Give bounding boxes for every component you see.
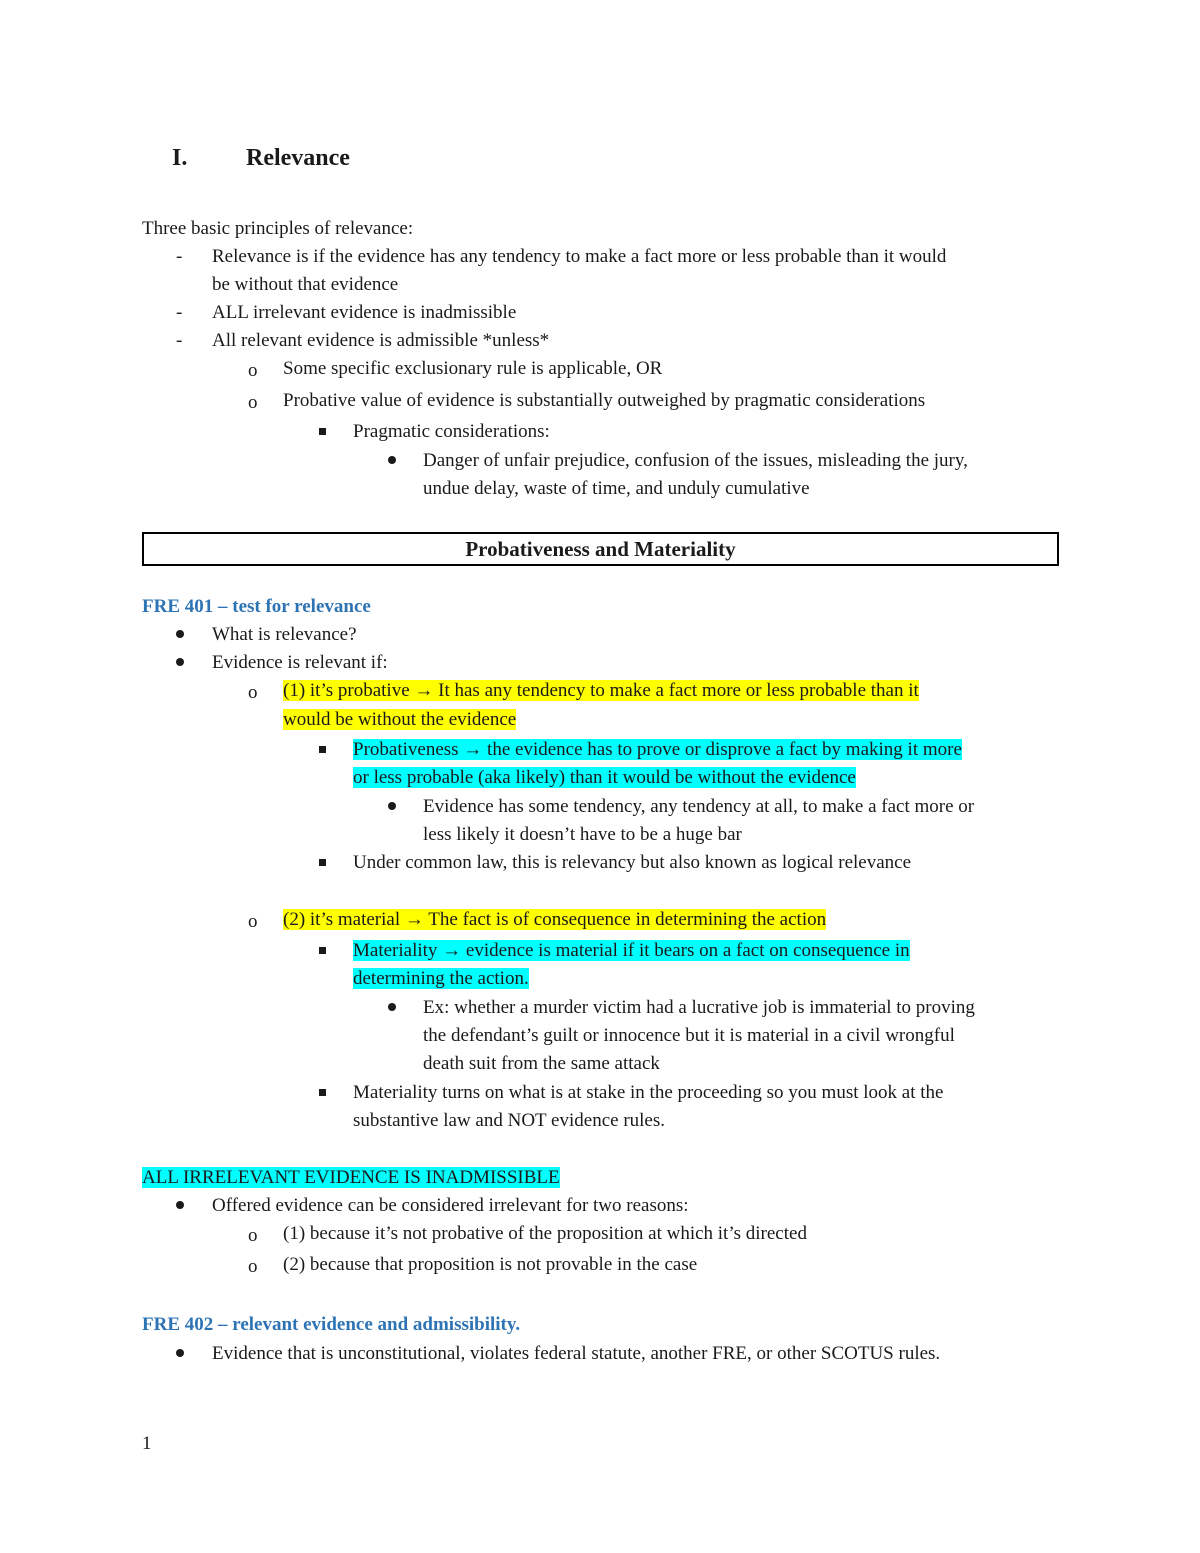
arrow-icon: → — [414, 680, 434, 701]
intro-sq-1: Pragmatic considerations: — [353, 421, 550, 442]
o-bullet: o — [248, 911, 258, 932]
dash-bullet: - — [176, 330, 183, 351]
round-bullet — [176, 1201, 184, 1209]
material-rest: The fact is of consequence in determining the action — [423, 909, 827, 930]
o-bullet: o — [248, 392, 258, 413]
probativeness-label: Probativeness — [353, 739, 459, 760]
probativeness-line-2 — [353, 764, 856, 792]
irrelevant-heading: ALL IRRELEVANT EVIDENCE IS INADMISSIBLE — [142, 1167, 560, 1188]
material-line — [283, 906, 826, 934]
example-b: the defendant’s guilt or innocence but it is material in a civil wrongful — [423, 1025, 955, 1046]
intro-o-1: Some specific exclusionary rule is applicable, OR — [283, 358, 663, 379]
probativeness-line-2-text: or less probable (aka likely) than it would be without the evidence — [353, 767, 856, 788]
turns-a: Materiality turns on what is at stake in the proceeding so you must look at the — [353, 1082, 944, 1103]
probative-line-2-text: would be without the evidence — [283, 709, 517, 730]
arrow-icon: → — [463, 739, 483, 760]
probativeness-rest: the evidence has to prove or disprove a fact by making it more — [482, 739, 962, 760]
intro-dash-1b: be without that evidence — [212, 274, 399, 295]
materiality-label: Materiality — [353, 940, 438, 961]
probative-line-2 — [283, 706, 516, 734]
round-bullet — [388, 456, 396, 464]
prob-bullet-b: less likely it doesn’t have to be a huge bar — [423, 824, 742, 845]
square-bullet — [319, 428, 326, 435]
irrelevant-o1: (1) because it’s not probative of the proposition at which it’s directed — [283, 1223, 807, 1244]
o-bullet: o — [248, 1225, 258, 1246]
round-bullet — [176, 1349, 184, 1357]
turns-b: substantive law and NOT evidence rules. — [353, 1110, 666, 1131]
arrow-icon: → — [442, 940, 462, 961]
example-a: Ex: whether a murder victim had a lucrative job is immaterial to proving — [423, 997, 975, 1018]
box-title: Probativeness and Materiality — [142, 532, 1059, 566]
round-bullet — [176, 630, 184, 638]
materiality-rest-1: evidence is material — [461, 940, 618, 961]
common-law: Under common law, this is relevancy but also known as logical relevance — [353, 852, 912, 873]
intro-dash-3: All relevant evidence is admissible *unless* — [212, 330, 550, 351]
o-bullet: o — [248, 682, 258, 703]
probative-label: (1) it’s probative — [283, 680, 410, 701]
intro-lead: Three basic principles of relevance: — [142, 218, 414, 239]
materiality-line — [353, 937, 910, 965]
intro-b-1a: Danger of unfair prejudice, confusion of the issues, misleading the jury, — [423, 450, 968, 471]
square-bullet — [319, 1089, 326, 1096]
probative-line — [283, 677, 919, 705]
o-bullet: o — [248, 360, 258, 381]
section-title: Relevance — [246, 145, 350, 171]
intro-dash-2: ALL irrelevant evidence is inadmissible — [212, 302, 517, 323]
round-bullet — [388, 1003, 396, 1011]
irrelevant-heading-line — [142, 1164, 560, 1192]
intro-b-1b: undue delay, waste of time, and unduly cumulative — [423, 478, 810, 499]
example-c: death suit from the same attack — [423, 1053, 660, 1074]
fre401-b2: Evidence is relevant if: — [212, 652, 388, 673]
materiality-rest-2: if it bears on a fact on consequence in — [617, 940, 910, 961]
o-bullet: o — [248, 1256, 258, 1277]
fre401-b1: What is relevance? — [212, 624, 357, 645]
material-label: (2) it’s material — [283, 909, 401, 930]
intro-dash-1a: Relevance is if the evidence has any tendency to make a fact more or less probable than it would — [212, 246, 947, 267]
page-number: 1 — [142, 1433, 152, 1454]
prob-bullet-a: Evidence has some tendency, any tendency at all, to make a fact more or — [423, 796, 975, 817]
section-number: I. — [172, 145, 188, 171]
dash-bullet: - — [176, 246, 183, 267]
fre401-heading: FRE 401 – test for relevance — [142, 596, 371, 617]
irrelevant-o2: (2) because that proposition is not provable in the case — [283, 1254, 698, 1275]
arrow-icon: → — [404, 909, 424, 930]
materiality-line-2 — [353, 965, 529, 993]
irrelevant-b1: Offered evidence can be considered irrelevant for two reasons: — [212, 1195, 689, 1216]
square-bullet — [319, 947, 326, 954]
fre402-b1: Evidence that is unconstitutional, violates federal statute, another FRE, or other SCOTUS rules. — [212, 1343, 941, 1364]
dash-bullet: - — [176, 302, 183, 323]
round-bullet — [176, 658, 184, 666]
square-bullet — [319, 859, 326, 866]
probative-rest: It has any tendency to make a fact more or less probable than it — [433, 680, 919, 701]
probativeness-line — [353, 736, 962, 764]
intro-o-2: Probative value of evidence is substantially outweighed by pragmatic considerations — [283, 390, 926, 411]
materiality-line-2-text: determining the action. — [353, 968, 529, 989]
round-bullet — [388, 802, 396, 810]
square-bullet — [319, 746, 326, 753]
fre402-heading: FRE 402 – relevant evidence and admissibility. — [142, 1314, 521, 1335]
